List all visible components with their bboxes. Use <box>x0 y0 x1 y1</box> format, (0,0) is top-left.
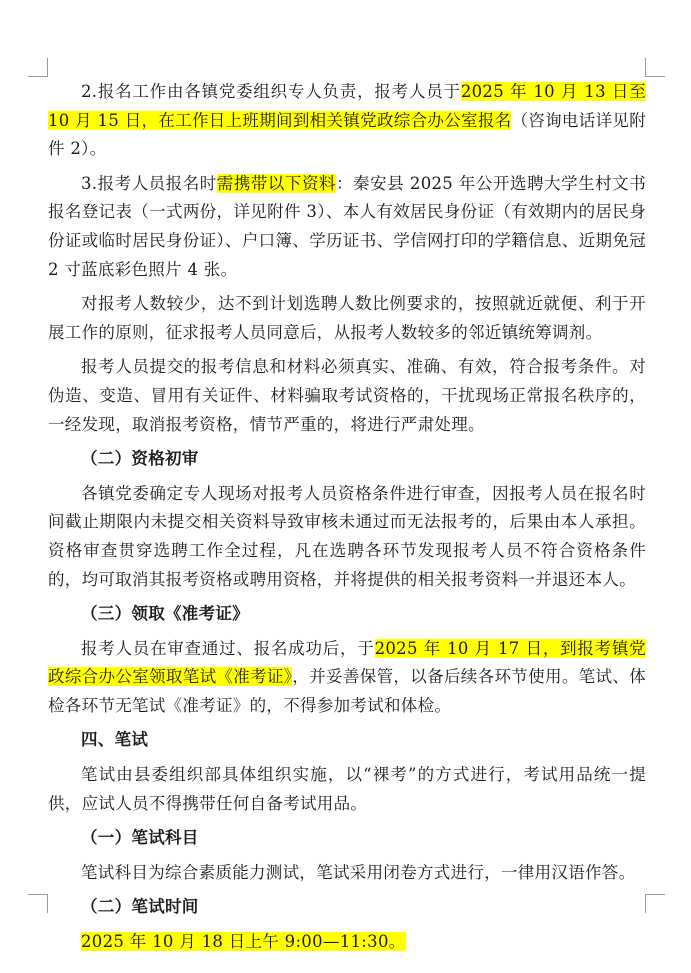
crop-mark-top-left-v <box>47 58 48 77</box>
text: 3.报考人员报名时 <box>81 173 217 193</box>
paragraph-required-materials <box>48 170 646 284</box>
highlighted-text: 需携带以下资料 <box>216 173 337 193</box>
paragraph-exam-time <box>48 928 646 957</box>
text: ，并妥善保管，以备后续各环节使用。笔试、体检各环节无笔试《准考证》的，不得参加考试和体检。 <box>48 667 646 715</box>
crop-mark-top-right-v <box>645 58 646 77</box>
highlighted-text: 2025 年 10 月 17 日，到报考镇党政综合办公室领取笔试《准考证》 <box>48 638 646 687</box>
text: （咨询电话详见附件 2）。 <box>48 110 647 159</box>
heading-exam-time: （二）笔试时间 <box>81 897 199 917</box>
paragraph-exam-subject: 笔试科目为综合素质能力测试，笔试采用闭卷方式进行，一律用汉语作答。 <box>81 862 636 882</box>
heading-written-exam: 四、笔试 <box>81 730 149 750</box>
crop-mark-top-left-h <box>28 76 48 77</box>
crop-mark-top-right-h <box>645 76 665 77</box>
crop-mark-bottom-left-h <box>28 894 48 895</box>
text: 2.报名工作由各镇党委组织专人负责，报考人员于 <box>81 82 461 101</box>
text: 报考人员在审查通过、报名成功后，于 <box>81 638 375 658</box>
highlighted-text: 2025 年 10 月 18 日上午 9:00—11:30。 <box>81 932 406 952</box>
crop-mark-bottom-right-h <box>645 894 665 895</box>
paragraph-authenticity: 报考人员提交的报考信息和材料必须真实、准确、有效，符合报考条件。对伪造、变造、冒用有关证件、材料骗取考试资格的，干扰现场正常报名秩序的，一经发现，取消报考资格，情节严重的，将进行严肃处理。 <box>48 357 646 434</box>
heading-admission-ticket: （三）领取《准考证》 <box>81 604 249 624</box>
heading-exam-subject: （一）笔试科目 <box>81 828 199 848</box>
highlighted-text: 2025 年 10 月 13 日至 10 月 15 日，在工作日上班期间到相关镇党政综合办公室报名 <box>48 82 646 130</box>
paragraph-admission-ticket <box>48 635 646 721</box>
document-page <box>48 78 646 963</box>
paragraph-qualification-review: 各镇党委确定专人现场对报考人员资格条件进行审查，因报考人员在报名时间截止期限内未提交相关资料导致审核未通过而无法报考的，后果由本人承担。资格审查贯穿选聘工作全过程，凡在选聘各环节发现报考人员不符合资格条件的，均可取消其报考资格或聘用资格，并将提供的相关报考资料一并退还本人。 <box>48 483 646 589</box>
heading-qualification-review: （二）资格初审 <box>81 449 199 469</box>
paragraph-written-exam: 笔试由县委组织部具体组织实施，以“裸考”的方式进行，考试用品统一提供，应试人员不得携带任何自备考试用品。 <box>48 765 646 813</box>
paragraph-registration-period <box>48 78 646 164</box>
text: ：秦安县 2025 年公开选聘大学生村文书报名登记表（一式两份，详见附件 3）、本人有效居民身份证（有效期内的居民身份证或临时居民身份证）、户口簿、学历证书、学信网打印的学籍信息、近期免冠 2 寸蓝底彩色照片 4 张。 <box>48 173 646 279</box>
paragraph-adjustment: 对报考人数较少，达不到计划选聘人数比例要求的，按照就近就便、利于开展工作的原则，征求报考人员同意后，从报考人数较多的邻近镇统筹调剂。 <box>48 294 646 342</box>
